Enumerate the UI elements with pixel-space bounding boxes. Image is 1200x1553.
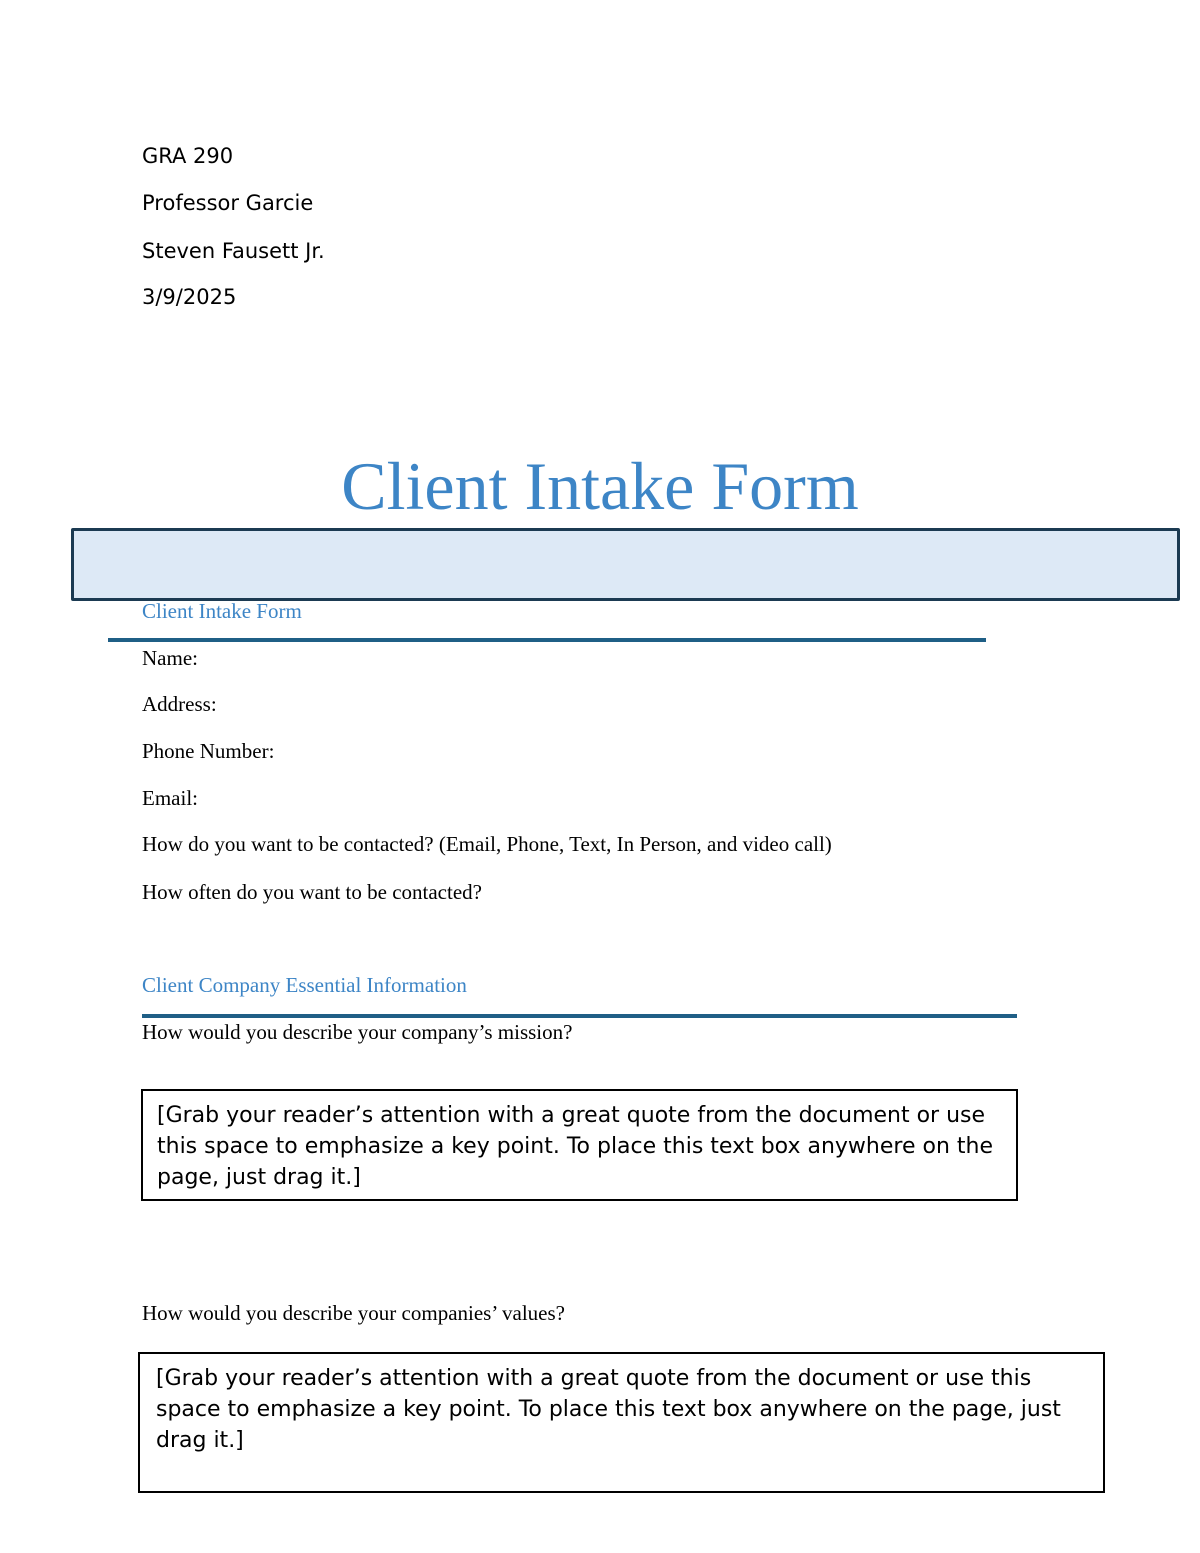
section-divider — [108, 638, 986, 642]
title-band — [71, 528, 1180, 601]
question-mission: How would you describe your company’s mission? — [142, 1020, 573, 1044]
question-values: How would you describe your companies’ values? — [142, 1301, 565, 1325]
section-heading-intake: Client Intake Form — [142, 599, 302, 623]
section-divider — [142, 1014, 1017, 1018]
field-name: Name: — [142, 646, 198, 670]
field-phone: Phone Number: — [142, 739, 275, 763]
document-title: Client Intake Form — [341, 448, 859, 524]
course-code: GRA 290 — [142, 144, 234, 168]
values-text-box-content: [Grab your reader’s attention with a great quote from the document or use this space to emphasize a key point. To place this text box anywhere on the page, just drag it.] — [156, 1366, 1061, 1453]
values-text-box[interactable] — [138, 1352, 1105, 1493]
mission-text-box[interactable] — [141, 1089, 1018, 1201]
field-contact-frequency: How often do you want to be contacted? — [142, 880, 482, 904]
field-email: Email: — [142, 786, 198, 810]
document-date: 3/9/2025 — [142, 285, 237, 309]
field-address: Address: — [142, 692, 217, 716]
mission-text-box-content: [Grab your reader’s attention with a great quote from the document or use this space to emphasize a key point. To place this text box anywhere on the page, just drag it.] — [157, 1103, 993, 1190]
student-name: Steven Fausett Jr. — [142, 239, 325, 263]
section-heading-company: Client Company Essential Information — [142, 973, 467, 997]
professor-name: Professor Garcie — [142, 191, 314, 215]
field-contact-method: How do you want to be contacted? (Email, Phone, Text, In Person, and video call) — [142, 832, 832, 856]
